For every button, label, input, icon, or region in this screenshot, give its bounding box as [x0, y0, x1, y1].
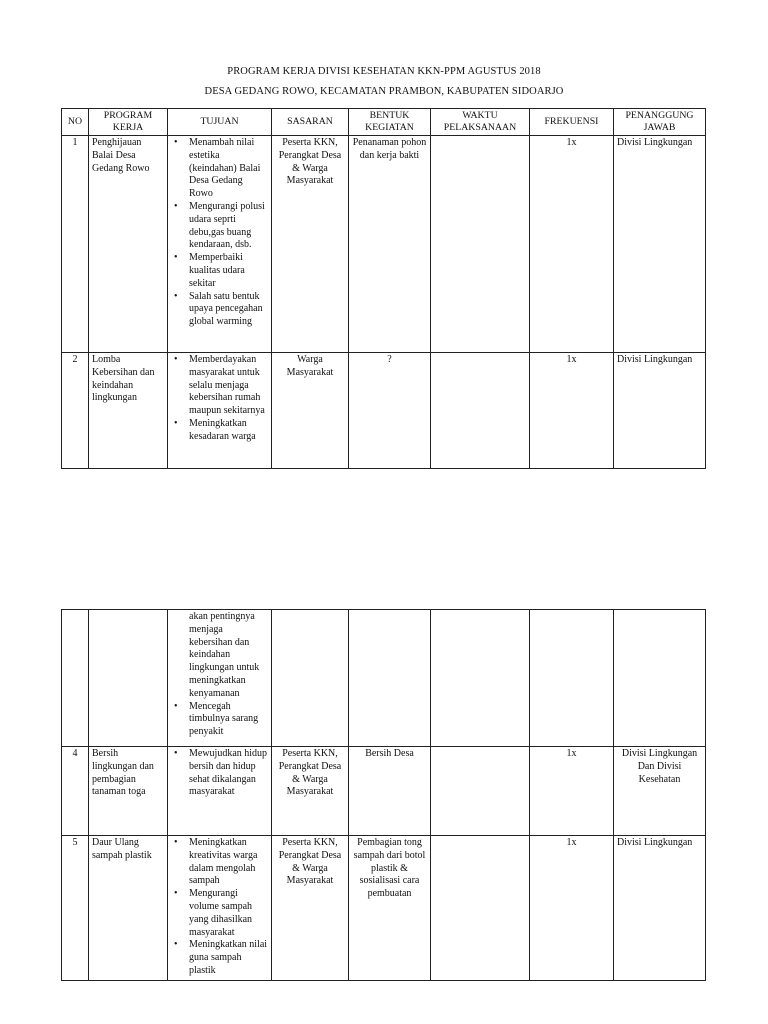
- program-table-part-1: [61, 108, 706, 469]
- row-tujuan: [168, 353, 272, 469]
- row-no: 4: [62, 747, 89, 836]
- row-bentuk: Penanaman pohon dan kerja bakti: [349, 136, 431, 353]
- row-bentuk: [349, 610, 431, 747]
- program-table-part-2: [61, 609, 706, 981]
- row-frekuensi: 1x: [530, 836, 614, 981]
- row-no: 5: [62, 836, 89, 981]
- table-row: [62, 610, 706, 747]
- row-sasaran: Peserta KKN, Perangkat Desa & Warga Masyarakat: [272, 836, 349, 981]
- row-bentuk: Pembagian tong sampah dari botol plastik & sosialisasi cara pembuatan: [349, 836, 431, 981]
- row-sasaran: [272, 610, 349, 747]
- table-row: [62, 353, 706, 469]
- row-waktu: [431, 836, 530, 981]
- table-row: [62, 836, 706, 981]
- row-sasaran: Peserta KKN, Perangkat Desa & Warga Masyarakat: [272, 136, 349, 353]
- row-penanggung: Divisi Lingkungan: [614, 136, 706, 353]
- row-tujuan: [168, 836, 272, 981]
- header-bentuk: BENTUK KEGIATAN: [349, 109, 431, 136]
- tujuan-continued: akan pentingnya menjaga kebersihan dan keindahan lingkungan untuk meningkatkan kenyamanan: [189, 611, 260, 699]
- tujuan-item: • Meningkatkan kesadaran warga: [189, 418, 268, 444]
- header-no: NO: [62, 109, 89, 136]
- table-row: [62, 136, 706, 353]
- tujuan-item: • Mengurangi volume sampah yang dihasilkan masyarakat: [189, 888, 268, 939]
- row-penanggung: Divisi Lingkungan: [614, 353, 706, 469]
- tujuan-item: • Memperbaiki kualitas udara sekitar: [189, 252, 268, 290]
- row-frekuensi: 1x: [530, 136, 614, 353]
- tujuan-item: • Meningkatkan nilai guna sampah plastik: [189, 939, 268, 977]
- row-frekuensi: 1x: [530, 747, 614, 836]
- table-header-row: [62, 109, 706, 136]
- row-program: [89, 610, 168, 747]
- row-no: 2: [62, 353, 89, 469]
- tujuan-item: • Mewujudkan hidup bersih dan hidup sehat dikalangan masyarakat: [189, 748, 268, 799]
- header-waktu: WAKTU PELAKSANAAN: [431, 109, 530, 136]
- row-waktu: [431, 353, 530, 469]
- tujuan-item: • Mengurangi polusi udara seprti debu,gas buang kendaraan, dsb.: [189, 201, 268, 252]
- tujuan-item: • Menambah nilai estetika (keindahan) Balai Desa Gedang Rowo: [189, 137, 268, 201]
- tujuan-item: • Meningkatkan kreativitas warga dalam mengolah sampah: [189, 837, 268, 888]
- header-frekuensi: FREKUENSI: [530, 109, 614, 136]
- header-penanggung: PENANGGUNG JAWAB: [614, 109, 706, 136]
- row-no: [62, 610, 89, 747]
- row-no: 1: [62, 136, 89, 353]
- row-waktu: [431, 747, 530, 836]
- row-penanggung: [614, 610, 706, 747]
- row-waktu: [431, 610, 530, 747]
- row-frekuensi: [530, 610, 614, 747]
- row-tujuan: [168, 610, 272, 747]
- row-tujuan: [168, 747, 272, 836]
- header-sasaran: SASARAN: [272, 109, 349, 136]
- tujuan-item: • Memberdayakan masyarakat untuk selalu menjaga kebersihan rumah maupun sekitarnya: [189, 354, 268, 418]
- row-penanggung: Divisi Lingkungan Dan Divisi Kesehatan: [614, 747, 706, 836]
- row-program: Penghijauan Balai Desa Gedang Rowo: [89, 136, 168, 353]
- tujuan-item: • Salah satu bentuk upaya pencegahan global warming: [189, 291, 268, 329]
- row-program: Daur Ulang sampah plastik: [89, 836, 168, 981]
- row-tujuan: [168, 136, 272, 353]
- row-penanggung: Divisi Lingkungan: [614, 836, 706, 981]
- row-program: Bersih lingkungan dan pembagian tanaman toga: [89, 747, 168, 836]
- row-waktu: [431, 136, 530, 353]
- table-row: [62, 747, 706, 836]
- row-bentuk: ?: [349, 353, 431, 469]
- header-program: PROGRAM KERJA: [89, 109, 168, 136]
- row-frekuensi: 1x: [530, 353, 614, 469]
- row-program: Lomba Kebersihan dan keindahan lingkungan: [89, 353, 168, 469]
- tujuan-item: • Mencegah timbulnya sarang penyakit: [189, 701, 268, 739]
- header-tujuan: TUJUAN: [168, 109, 272, 136]
- row-bentuk: Bersih Desa: [349, 747, 431, 836]
- row-sasaran: Peserta KKN, Perangkat Desa & Warga Masyarakat: [272, 747, 349, 836]
- document-title: PROGRAM KERJA DIVISI KESEHATAN KKN-PPM AGUSTUS 2018: [227, 66, 541, 77]
- document-subtitle: DESA GEDANG ROWO, KECAMATAN PRAMBON, KABUPATEN SIDOARJO: [204, 86, 564, 97]
- row-sasaran: Warga Masyarakat: [272, 353, 349, 469]
